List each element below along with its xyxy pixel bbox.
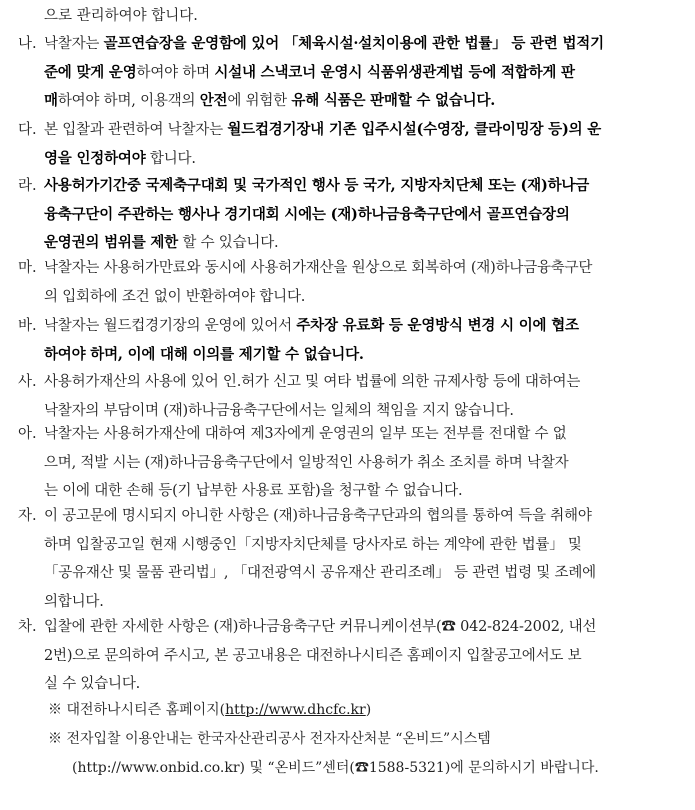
clause-line <box>44 313 579 339</box>
bold-text: 운영권의 범위를 제한 <box>44 234 178 251</box>
clause-marker: 다. <box>18 122 37 138</box>
text-run: 으며, 적발 시는 (재)하나금융축구단에서 일방적인 사용허가 취소 조치를 하며 낙찰자 <box>44 454 569 471</box>
homepage-note <box>48 697 371 723</box>
text-run: 낙찰자는 <box>44 36 104 52</box>
text-run: 낙찰자의 부담이며 (재)하나금융축구단에서는 일체의 책임을 지지 않습니다. <box>44 402 514 419</box>
clause-line <box>44 643 581 669</box>
text-run: 의 입회하에 조건 없이 반환하여야 합니다. <box>44 288 306 305</box>
bold-text: 하여야 하며, 이에 대해 이의를 제기할 수 없습니다. <box>44 345 364 363</box>
text-run: 하여야 하며, 이용객의 <box>57 93 200 109</box>
clause-line <box>44 614 596 640</box>
clause-line <box>44 478 462 504</box>
homepage-note-label: ※ 대전하나시티즌 홈페이지( <box>48 702 226 718</box>
bold-text: 준에 맞게 운영 <box>44 63 137 81</box>
onbid-note-rest: ) 및 “온비드”센터(☎1588-5321)에 문의하시기 바랍니다. <box>239 760 599 776</box>
onbid-paren-open: ( <box>72 760 78 776</box>
clause-line <box>44 369 580 395</box>
bold-text: 사용허가기간중 국제축구대회 및 국가적인 행사 등 국가, 지방자치단체 또는 (재)하나금 <box>44 177 590 194</box>
clause-marker: 라. <box>18 178 37 194</box>
bold-text: 월드컵경기장내 기존 입주시설(수영장, 클라이밍장 등)의 운 <box>227 121 602 138</box>
text-run: 사용허가재산의 사용에 있어 인.허가 신고 및 여타 법률에 의한 규제사항 등에 대하여는 <box>44 374 581 390</box>
onbid-link[interactable]: http://www.onbid.co.kr <box>77 760 240 776</box>
clause-line <box>44 450 568 476</box>
homepage-note-close: ) <box>365 702 372 718</box>
text-run: 의합니다. <box>44 593 104 610</box>
bold-text: 시설내 스낵코너 운영시 식품위생관계법 등에 적합하게 판 <box>214 63 575 81</box>
clause-marker: 마. <box>18 260 37 276</box>
clause-line <box>44 31 604 57</box>
bold-text: 주차장 유료화 등 운영방식 변경 시 이에 협조 <box>296 317 579 334</box>
clause-line <box>44 284 305 310</box>
bold-text: 융축구단이 주관하는 행사나 경기대회 시에는 (재)하나금융축구단에서 골프연습장의 <box>44 205 570 223</box>
clause-marker: 바. <box>18 318 37 334</box>
text-run: 입찰에 관한 자세한 사항은 (재)하나금융축구단 커뮤니케이션부(☎ 042-824-2002, 내선 <box>44 619 597 635</box>
clause-line <box>44 342 364 368</box>
clause-line <box>44 671 140 697</box>
clause-marker: 자. <box>18 508 37 524</box>
clause-marker: 사. <box>18 374 37 390</box>
onbid-note-continued <box>72 755 599 781</box>
bold-text: 영을 인정하여야 <box>44 149 146 167</box>
clause-line <box>44 398 514 424</box>
onbid-note: ※ 전자입찰 이용안내는 한국자산관리공사 전자자산처분 “온비드”시스템 <box>48 731 491 747</box>
continued-line: 으로 관리하여야 합니다. <box>44 8 198 24</box>
text-run: 「공유재산 및 물품 관리법」, 「대전광역시 공유재산 관리조례」 등 관련 법령 및 조례에 <box>44 565 596 581</box>
clause-line <box>44 230 278 256</box>
text-run: 합니다. <box>145 150 196 167</box>
clause-marker: 나. <box>18 36 37 52</box>
clause-line <box>44 146 196 172</box>
clause-line <box>44 589 104 615</box>
clause-line <box>44 421 567 447</box>
clause-line <box>44 532 582 558</box>
text-run: 본 입찰과 관련하여 낙찰자는 <box>44 122 228 138</box>
text-run: 할 수 있습니다. <box>177 235 279 251</box>
clause-line <box>44 503 592 529</box>
text-run: 하며 입찰공고일 현재 시행중인「지방자치단체를 당사자로 하는 계약에 관한 법률」 및 <box>44 536 582 553</box>
text-run: 는 이에 대한 손해 등(기 납부한 사용료 포함)을 청구할 수 없습니다. <box>44 483 463 499</box>
bold-text: 매 <box>44 92 58 109</box>
clause-line <box>44 88 495 114</box>
clause-line <box>44 560 596 586</box>
bold-text: 안전 <box>199 92 228 109</box>
clause-line <box>44 255 592 281</box>
homepage-link[interactable]: http://www.dhcfc.kr <box>225 702 366 718</box>
text-run: 낙찰자는 월드컵경기장의 운영에 있어서 <box>44 318 297 334</box>
text-run: 2번)으로 문의하여 주시고, 본 공고내용은 대전하나시티즌 홈페이지 입찰공고에서도 보 <box>44 647 582 664</box>
text-run: 낙찰자는 사용허가만료와 동시에 사용허가재산을 원상으로 회복하여 (재)하나금융축구단 <box>44 260 593 276</box>
clause-line <box>44 202 570 228</box>
bold-text: 골프연습장을 운영함에 있어 「체육시설·설치이용에 관한 법률」 등 관련 법적기 <box>103 35 604 52</box>
text-run: 하여야 하며 <box>136 64 215 81</box>
clause-line <box>44 117 601 143</box>
text-run: 실 수 있습니다. <box>44 676 141 692</box>
clause-marker: 차. <box>18 619 37 635</box>
text-run: 에 위험한 <box>227 93 292 109</box>
text-run: 이 공고문에 명시되지 아니한 사항은 (재)하나금융축구단과의 협의를 통하여 득을 취해야 <box>44 508 592 524</box>
text-run: 낙찰자는 사용허가재산에 대하여 제3자에게 운영권의 일부 또는 전부를 전대할 수 없 <box>44 426 567 442</box>
bold-text: 유해 식품은 판매할 수 없습니다. <box>291 92 496 109</box>
clause-marker: 아. <box>18 426 37 442</box>
clause-line <box>44 60 575 86</box>
clause-line <box>44 173 589 199</box>
